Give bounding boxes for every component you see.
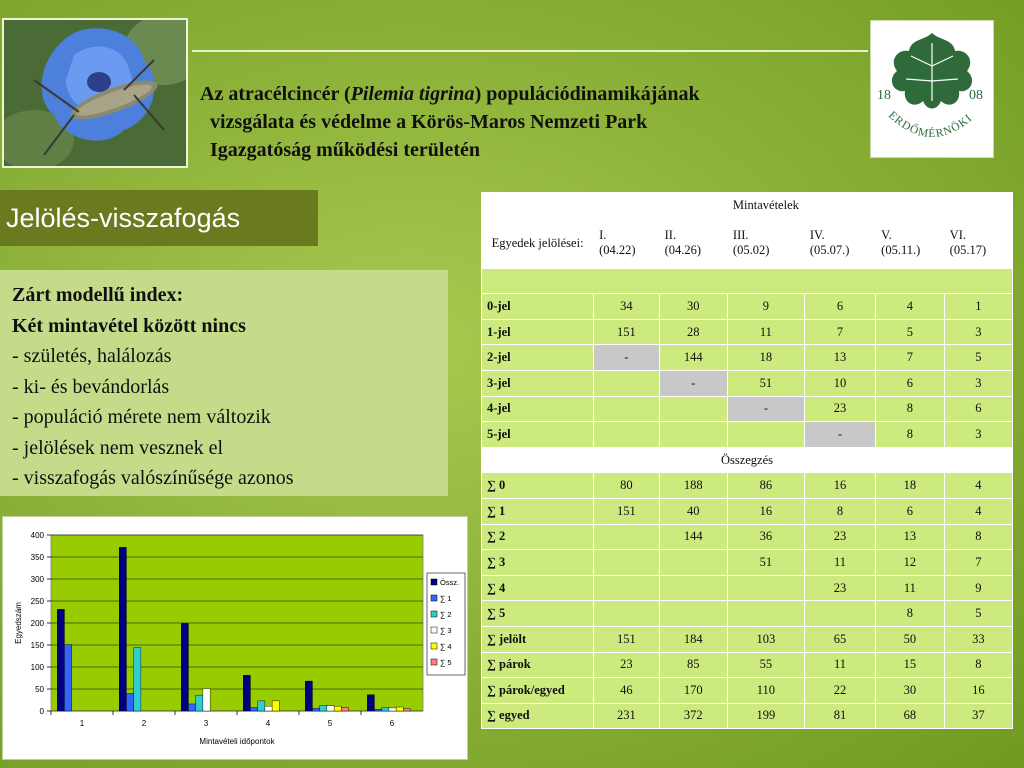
title-line-1-post: ) populációdinamikájának [474,83,700,105]
bar [243,675,250,711]
row-label: ∑ jelölt [482,626,594,652]
table-cell: 16 [944,678,1012,704]
column-number: V. [881,228,892,243]
table-spacer-cell [482,268,1013,294]
table-cell: 16 [804,473,875,499]
bar [312,708,319,711]
table-cell: 8 [944,524,1012,550]
legend-swatch [431,627,437,633]
table-cell [659,396,727,422]
table-cell [594,370,660,396]
table-cell: 13 [804,345,875,371]
legend-swatch [431,643,437,649]
bar-chart [2,516,468,760]
title-species-name: Pilemia tigrina [350,83,475,105]
table-cell: 170 [659,678,727,704]
legend-label: Össz. [440,578,460,587]
table-row [482,601,1013,627]
table-row-header: Egyedek jelölései: [482,218,594,268]
bar [119,547,126,711]
row-label: 0-jel [482,294,594,320]
section-title [0,190,318,246]
legend-swatch [431,579,437,585]
table-cell: 372 [659,703,727,729]
table-row [482,652,1013,678]
table-cell: 15 [876,652,945,678]
table-cell: 33 [944,626,1012,652]
table-cell [727,422,804,448]
table-cell [659,550,727,576]
logo-right-year: 08 [969,88,983,103]
row-label: 2-jel [482,345,594,371]
table-cell: 8 [804,498,875,524]
bar [57,609,64,711]
column-date: (05.17) [949,243,987,258]
column-date: (04.26) [664,243,702,258]
table-cell: 151 [594,319,660,345]
table-group-header: Mintavételek [727,193,804,219]
bar [265,706,272,711]
column-date: (05.11.) [881,243,921,258]
assumption-item: - jelölések nem vesznek el [12,436,224,459]
title-line-1 [200,80,860,108]
title-line-3: Igazgatóság működési területén [210,139,480,161]
row-label: 1-jel [482,319,594,345]
table-header-cell [804,193,875,219]
bar [305,681,312,711]
legend-label: ∑ 1 [440,594,452,603]
table-cell: 46 [594,678,660,704]
table-cell [659,601,727,627]
table-row [482,524,1013,550]
table-cell: 144 [659,524,727,550]
table-cell [804,601,875,627]
row-label: 5-jel [482,422,594,448]
table-column-header [804,218,875,268]
legend-label: ∑ 3 [440,626,452,635]
bar-chart-svg [3,517,467,759]
title-line-2: vizsgálata és védelme a Körös-Maros Nemzeti Park [210,111,648,133]
table-cell: 55 [727,652,804,678]
faculty-logo [870,20,994,158]
table-cell: 5 [944,345,1012,371]
table-cell: 16 [727,498,804,524]
row-label: ∑ 3 [482,550,594,576]
y-tick-label: 350 [30,553,44,562]
x-tick-label: 4 [265,719,271,728]
oak-leaf-logo-icon [871,21,993,157]
table-row [482,626,1013,652]
table-cell: 37 [944,703,1012,729]
table-cell: 6 [944,396,1012,422]
bar [181,623,188,711]
table-header-row [482,193,1013,219]
table-cell: 3 [944,370,1012,396]
y-tick-label: 200 [30,619,44,628]
table-cell: 34 [594,294,660,320]
table-cell: 30 [876,678,945,704]
table-header-cell [876,193,945,219]
bar [258,701,265,711]
table-cell: 18 [876,473,945,499]
legend-swatch [431,659,437,665]
table-cell: - [804,422,875,448]
legend-label: ∑ 4 [440,642,452,651]
y-tick-label: 400 [30,531,44,540]
table-cell: 4 [944,473,1012,499]
column-number: II. [664,228,677,243]
page-title [200,80,860,164]
table-column-header-row [482,218,1013,268]
table-cell: 6 [876,370,945,396]
table-cell: 6 [876,498,945,524]
y-tick-label: 150 [30,641,44,650]
table-cell [594,524,660,550]
column-number: I. [599,228,607,243]
table-cell: 28 [659,319,727,345]
table-cell [594,422,660,448]
table-column-header [659,218,727,268]
table-cell: 4 [944,498,1012,524]
bar [327,706,334,711]
bar [341,707,348,711]
table-cell: 23 [594,652,660,678]
table-cell: 8 [876,422,945,448]
row-label: 3-jel [482,370,594,396]
table-cell: 151 [594,626,660,652]
table-cell [594,396,660,422]
row-label: ∑ 5 [482,601,594,627]
table-cell: 1 [944,294,1012,320]
bar [126,693,133,711]
table-cell: 18 [727,345,804,371]
table-cell: 7 [804,319,875,345]
column-number: III. [732,228,749,243]
table-cell: 65 [804,626,875,652]
logo-arc-text: ERDŐMÉRNÖKI [885,109,975,141]
table-row [482,575,1013,601]
table-cell: 11 [727,319,804,345]
bar [389,708,396,711]
table-cell: 50 [876,626,945,652]
table-cell: 22 [804,678,875,704]
beetle-photo [2,18,188,168]
table-corner-cell [482,193,594,219]
table-row [482,370,1013,396]
x-tick-label: 1 [79,719,85,728]
table-cell [594,601,660,627]
bar [320,705,327,711]
model-assumptions-box [0,270,448,496]
table-cell: 68 [876,703,945,729]
table-cell: 10 [804,370,875,396]
table-row [482,473,1013,499]
bar [396,707,403,711]
table-cell: 9 [727,294,804,320]
table-row [482,703,1013,729]
table-cell [594,575,660,601]
bar [188,704,195,711]
table-cell: - [727,396,804,422]
table-row [482,550,1013,576]
bar [403,709,410,711]
table-cell: 13 [876,524,945,550]
column-number: VI. [949,228,966,243]
title-divider [192,50,868,52]
table-row [482,422,1013,448]
row-label: ∑ 1 [482,498,594,524]
y-axis-label: Egyedszám [14,602,23,644]
table-row [482,678,1013,704]
table-cell: 7 [944,550,1012,576]
summary-header-row [482,447,1013,473]
table-cell: 23 [804,524,875,550]
table-cell: 12 [876,550,945,576]
assumption-item: - ki- és bevándorlás [12,375,170,398]
row-label: ∑ 4 [482,575,594,601]
table-cell: 36 [727,524,804,550]
bar [196,695,203,711]
table-cell [659,422,727,448]
table-row [482,498,1013,524]
table-cell: - [659,370,727,396]
table-cell: 8 [876,601,945,627]
table-cell: 11 [804,652,875,678]
table-cell: 51 [727,370,804,396]
table-cell: 51 [727,550,804,576]
table-header-cell [659,193,727,219]
table-cell: 30 [659,294,727,320]
bar [203,689,210,711]
table-row [482,319,1013,345]
table-cell [727,575,804,601]
table-cell: 7 [876,345,945,371]
bar [64,645,71,711]
table-cell: 81 [804,703,875,729]
summary-header: Összegzés [482,447,1013,473]
y-tick-label: 250 [30,597,44,606]
table-column-header [594,218,660,268]
table-header-cell [944,193,1012,219]
bar [367,695,374,711]
y-tick-label: 50 [35,685,44,694]
table-cell: 8 [876,396,945,422]
table-cell: 11 [876,575,945,601]
table-cell: 11 [804,550,875,576]
row-label: ∑ 2 [482,524,594,550]
bar [382,707,389,711]
x-tick-label: 2 [141,719,147,728]
y-tick-label: 300 [30,575,44,584]
legend-label: ∑ 2 [440,610,452,619]
column-date: (05.02) [732,243,770,258]
y-tick-label: 0 [39,707,44,716]
section-title-text: Jelölés-visszafogás [6,202,241,233]
table-spacer-row [482,268,1013,294]
table-cell: 144 [659,345,727,371]
table-cell: 103 [727,626,804,652]
row-label: ∑ párok [482,652,594,678]
legend-label: ∑ 5 [440,658,452,667]
table-column-header [727,218,804,268]
table-cell: 86 [727,473,804,499]
assumption-item: - visszafogás valószínűsége azonos [12,467,294,489]
table-row [482,345,1013,371]
table-cell: 40 [659,498,727,524]
table-cell: 9 [944,575,1012,601]
table-cell: 5 [876,319,945,345]
row-label: ∑ egyed [482,703,594,729]
row-label: ∑ 0 [482,473,594,499]
table-cell: 231 [594,703,660,729]
legend-swatch [431,611,437,617]
table-cell: 3 [944,319,1012,345]
assumption-item: - születés, halálozás [12,345,172,367]
table-cell [659,575,727,601]
row-label: ∑ párok/egyed [482,678,594,704]
table-cell [594,550,660,576]
table-row [482,294,1013,320]
x-tick-label: 3 [203,719,209,728]
x-tick-label: 5 [327,719,333,728]
assumptions-heading-2: Két mintavétel között nincs [12,314,246,337]
table-cell: 6 [804,294,875,320]
table-cell: 85 [659,652,727,678]
column-date: (05.07.) [809,243,850,258]
title-line-1-pre: Az atracélcincér ( [200,83,351,105]
x-tick-label: 6 [389,719,395,728]
legend-swatch [431,595,437,601]
table-column-header [944,218,1012,268]
table-column-header [876,218,945,268]
table-cell: 3 [944,422,1012,448]
bar [272,701,279,711]
table-cell [727,601,804,627]
bar [374,709,381,711]
table-row [482,396,1013,422]
table-cell: 199 [727,703,804,729]
assumptions-heading-1: Zárt modellű index: [12,284,184,306]
x-axis-label: Mintavételi időpontok [199,737,275,746]
bar [334,706,341,711]
table-cell: 188 [659,473,727,499]
table-cell: 110 [727,678,804,704]
bar [134,648,141,711]
table-cell: 151 [594,498,660,524]
assumption-item: - populáció mérete nem változik [12,406,271,428]
bar [250,707,257,711]
table-cell: - [594,345,660,371]
logo-left-year: 18 [877,88,891,103]
y-tick-label: 100 [30,663,44,672]
column-number: IV. [809,228,825,243]
recapture-table [481,192,1013,729]
beetle-photo-illustration [4,20,188,168]
table-cell: 23 [804,575,875,601]
row-label: 4-jel [482,396,594,422]
table-cell: 184 [659,626,727,652]
table-header-cell [594,193,660,219]
table-cell: 4 [876,294,945,320]
table-cell: 8 [944,652,1012,678]
table-cell: 23 [804,396,875,422]
table-cell: 80 [594,473,660,499]
column-date: (04.22) [599,243,636,258]
table-cell: 5 [944,601,1012,627]
